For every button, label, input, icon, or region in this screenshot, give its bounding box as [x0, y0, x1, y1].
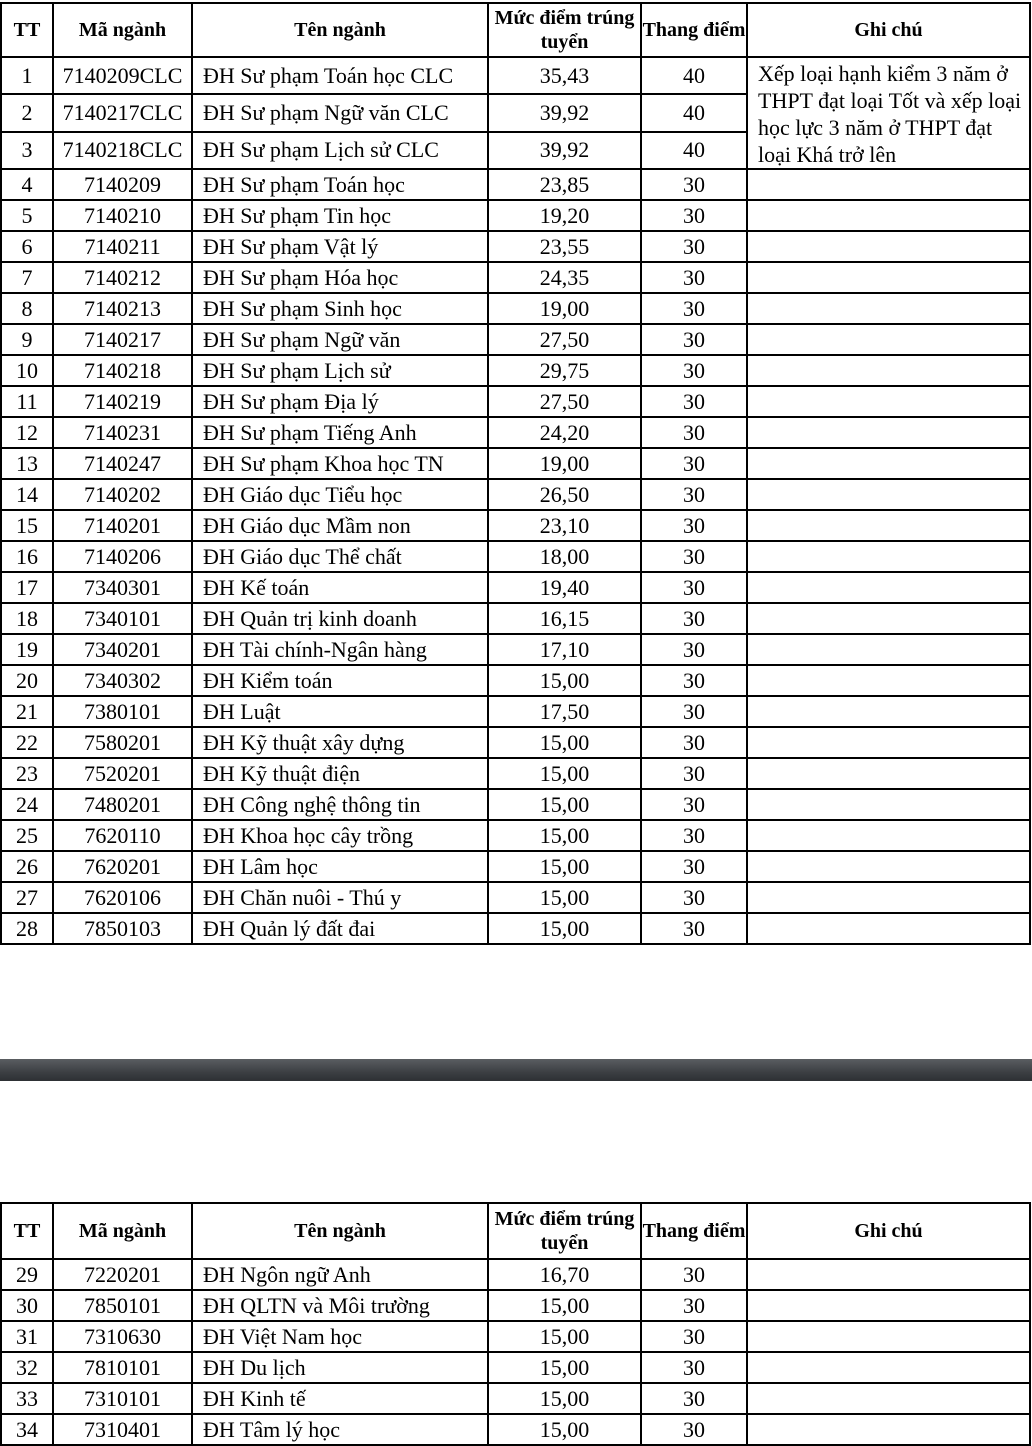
row-code: 7620201 [53, 851, 192, 882]
header-code: Mã ngành [53, 1203, 192, 1259]
row-scale: 30 [641, 386, 747, 417]
row-name: ĐH Luật [192, 696, 488, 727]
row-score: 23,10 [488, 510, 641, 541]
row-name: ĐH Lâm học [192, 851, 488, 882]
row-score: 35,43 [488, 57, 641, 94]
table-row [1, 448, 1030, 479]
header-note: Ghi chú [747, 3, 1030, 57]
row-scale: 30 [641, 1321, 747, 1352]
row-code: 7140206 [53, 541, 192, 572]
row-scale: 30 [641, 417, 747, 448]
row-note [747, 789, 1030, 820]
row-scale: 30 [641, 1290, 747, 1321]
row-name: ĐH Việt Nam học [192, 1321, 488, 1352]
row-code: 7140218 [53, 355, 192, 386]
row-note [747, 820, 1030, 851]
row-name: ĐH Khoa học cây trồng [192, 820, 488, 851]
row-note [747, 1321, 1030, 1352]
table-row [1, 1352, 1030, 1383]
row-code: 7140218CLC [53, 132, 192, 169]
row-score: 15,00 [488, 758, 641, 789]
row-note [747, 1352, 1030, 1383]
row-scale: 40 [641, 57, 747, 94]
row-tt: 16 [1, 541, 53, 572]
row-scale: 30 [641, 696, 747, 727]
row-name: ĐH Quản trị kinh doanh [192, 603, 488, 634]
clc-requirement-note: Xếp loại hạnh kiểm 3 năm ở THPT đạt loại Tốt và xếp loại học lực 3 năm ở THPT đạt loại Khá trở lên [747, 57, 1030, 169]
row-name: ĐH Quản lý đất đai [192, 913, 488, 944]
row-tt: 17 [1, 572, 53, 603]
table-row [1, 603, 1030, 634]
row-tt: 10 [1, 355, 53, 386]
table-row [1, 882, 1030, 913]
row-score: 19,20 [488, 200, 641, 231]
row-tt: 27 [1, 882, 53, 913]
row-note [747, 913, 1030, 944]
row-tt: 30 [1, 1290, 53, 1321]
row-code: 7140212 [53, 262, 192, 293]
row-name: ĐH Chăn nuôi - Thú y [192, 882, 488, 913]
row-code: 7310101 [53, 1383, 192, 1414]
row-score: 15,00 [488, 820, 641, 851]
row-score: 39,92 [488, 132, 641, 169]
row-name: ĐH Kỹ thuật xây dựng [192, 727, 488, 758]
row-name: ĐH Kiểm toán [192, 665, 488, 696]
row-name: ĐH Sư phạm Địa lý [192, 386, 488, 417]
row-code: 7140217CLC [53, 94, 192, 131]
row-score: 15,00 [488, 882, 641, 913]
row-code: 7520201 [53, 758, 192, 789]
table-row [1, 1290, 1030, 1321]
row-score: 24,35 [488, 262, 641, 293]
row-scale: 30 [641, 1352, 747, 1383]
row-name: ĐH Sư phạm Tin học [192, 200, 488, 231]
header-tt: TT [1, 3, 53, 57]
row-tt: 12 [1, 417, 53, 448]
table-row [1, 1383, 1030, 1414]
row-scale: 30 [641, 758, 747, 789]
row-code: 7480201 [53, 789, 192, 820]
row-code: 7850101 [53, 1290, 192, 1321]
row-code: 7620110 [53, 820, 192, 851]
row-name: ĐH Ngôn ngữ Anh [192, 1259, 488, 1290]
table-row [1, 355, 1030, 386]
row-tt: 14 [1, 479, 53, 510]
row-tt: 22 [1, 727, 53, 758]
row-score: 15,00 [488, 1383, 641, 1414]
header-scale: Thang điểm [641, 3, 747, 57]
row-name: ĐH Sư phạm Lịch sử CLC [192, 132, 488, 169]
row-scale: 30 [641, 448, 747, 479]
row-score: 16,15 [488, 603, 641, 634]
row-tt: 29 [1, 1259, 53, 1290]
table-row [1, 479, 1030, 510]
row-scale: 30 [641, 851, 747, 882]
row-note [747, 200, 1030, 231]
row-score: 15,00 [488, 665, 641, 696]
row-code: 7850103 [53, 913, 192, 944]
table-row [1, 262, 1030, 293]
row-note [747, 572, 1030, 603]
row-code: 7310630 [53, 1321, 192, 1352]
row-tt: 7 [1, 262, 53, 293]
row-note [747, 262, 1030, 293]
row-code: 7140217 [53, 324, 192, 355]
row-code: 7310401 [53, 1414, 192, 1445]
row-tt: 21 [1, 696, 53, 727]
row-note [747, 231, 1030, 262]
row-scale: 30 [641, 200, 747, 231]
row-name: ĐH Sư phạm Vật lý [192, 231, 488, 262]
row-score: 15,00 [488, 789, 641, 820]
table-row [1, 789, 1030, 820]
row-tt: 5 [1, 200, 53, 231]
row-tt: 24 [1, 789, 53, 820]
row-scale: 30 [641, 820, 747, 851]
row-tt: 34 [1, 1414, 53, 1445]
header-score: Mức điểm trúng tuyển [488, 1203, 641, 1259]
row-score: 15,00 [488, 1290, 641, 1321]
row-scale: 30 [641, 324, 747, 355]
row-name: ĐH Giáo dục Mầm non [192, 510, 488, 541]
table-row [1, 200, 1030, 231]
row-tt: 6 [1, 231, 53, 262]
row-code: 7140209CLC [53, 57, 192, 94]
row-score: 17,10 [488, 634, 641, 665]
row-code: 7340301 [53, 572, 192, 603]
header-code: Mã ngành [53, 3, 192, 57]
row-scale: 30 [641, 882, 747, 913]
row-note [747, 634, 1030, 665]
row-code: 7580201 [53, 727, 192, 758]
row-note [747, 448, 1030, 479]
row-tt: 19 [1, 634, 53, 665]
row-note [747, 882, 1030, 913]
table-row [1, 634, 1030, 665]
table-row [1, 1259, 1030, 1290]
row-note [747, 851, 1030, 882]
row-tt: 23 [1, 758, 53, 789]
table-1-body [1, 57, 1030, 944]
row-score: 27,50 [488, 324, 641, 355]
row-note [747, 603, 1030, 634]
table-row [1, 386, 1030, 417]
row-score: 27,50 [488, 386, 641, 417]
row-code: 7810101 [53, 1352, 192, 1383]
row-scale: 40 [641, 132, 747, 169]
row-tt: 13 [1, 448, 53, 479]
row-name: ĐH Tâm lý học [192, 1414, 488, 1445]
table-row [1, 1321, 1030, 1352]
header-scale: Thang điểm [641, 1203, 747, 1259]
row-note [747, 1290, 1030, 1321]
row-tt: 20 [1, 665, 53, 696]
row-name: ĐH Sư phạm Hóa học [192, 262, 488, 293]
row-tt: 11 [1, 386, 53, 417]
row-score: 15,00 [488, 727, 641, 758]
row-name: ĐH Sư phạm Toán học [192, 169, 488, 200]
table-row [1, 851, 1030, 882]
table-row [1, 293, 1030, 324]
row-note [747, 293, 1030, 324]
row-name: ĐH Tài chính-Ngân hàng [192, 634, 488, 665]
row-score: 15,00 [488, 851, 641, 882]
row-scale: 30 [641, 727, 747, 758]
table-row [1, 57, 1030, 94]
row-code: 7340201 [53, 634, 192, 665]
row-scale: 30 [641, 231, 747, 262]
row-code: 7140213 [53, 293, 192, 324]
table-2-body [1, 1259, 1030, 1445]
row-code: 7140247 [53, 448, 192, 479]
row-scale: 30 [641, 1383, 747, 1414]
row-code: 7140231 [53, 417, 192, 448]
row-scale: 30 [641, 479, 747, 510]
row-scale: 30 [641, 262, 747, 293]
table-row [1, 169, 1030, 200]
row-note [747, 479, 1030, 510]
row-score: 15,00 [488, 913, 641, 944]
row-note [747, 541, 1030, 572]
row-name: ĐH Sư phạm Ngữ văn CLC [192, 94, 488, 131]
row-score: 15,00 [488, 1352, 641, 1383]
row-scale: 30 [641, 603, 747, 634]
row-tt: 32 [1, 1352, 53, 1383]
row-note [747, 727, 1030, 758]
row-code: 7140209 [53, 169, 192, 200]
header-name: Tên ngành [192, 3, 488, 57]
table-header-row [1, 3, 1030, 57]
row-tt: 33 [1, 1383, 53, 1414]
table-row [1, 541, 1030, 572]
row-name: ĐH Sư phạm Tiếng Anh [192, 417, 488, 448]
admission-score-table-2 [0, 1202, 1031, 1446]
row-tt: 15 [1, 510, 53, 541]
row-score: 15,00 [488, 1414, 641, 1445]
row-name: ĐH Sư phạm Toán học CLC [192, 57, 488, 94]
row-scale: 40 [641, 94, 747, 131]
row-tt: 31 [1, 1321, 53, 1352]
row-scale: 30 [641, 789, 747, 820]
row-note [747, 1259, 1030, 1290]
row-name: ĐH Kinh tế [192, 1383, 488, 1414]
row-code: 7340101 [53, 603, 192, 634]
row-name: ĐH Kế toán [192, 572, 488, 603]
row-code: 7140202 [53, 479, 192, 510]
row-scale: 30 [641, 293, 747, 324]
row-scale: 30 [641, 541, 747, 572]
row-name: ĐH Du lịch [192, 1352, 488, 1383]
table-row [1, 727, 1030, 758]
header-note: Ghi chú [747, 1203, 1030, 1259]
table-row [1, 231, 1030, 262]
row-code: 7620106 [53, 882, 192, 913]
row-note [747, 1383, 1030, 1414]
row-score: 15,00 [488, 1321, 641, 1352]
row-scale: 30 [641, 510, 747, 541]
row-name: ĐH Sư phạm Sinh học [192, 293, 488, 324]
row-note [747, 1414, 1030, 1445]
row-scale: 30 [641, 634, 747, 665]
row-score: 19,00 [488, 448, 641, 479]
row-scale: 30 [641, 1414, 747, 1445]
row-tt: 25 [1, 820, 53, 851]
row-code: 7220201 [53, 1259, 192, 1290]
row-tt: 28 [1, 913, 53, 944]
row-score: 23,55 [488, 231, 641, 262]
row-score: 23,85 [488, 169, 641, 200]
row-tt: 3 [1, 132, 53, 169]
row-score: 39,92 [488, 94, 641, 131]
row-name: ĐH Sư phạm Khoa học TN [192, 448, 488, 479]
row-note [747, 696, 1030, 727]
row-note [747, 665, 1030, 696]
row-note [747, 758, 1030, 789]
row-tt: 26 [1, 851, 53, 882]
table-row [1, 665, 1030, 696]
row-code: 7140210 [53, 200, 192, 231]
table-row [1, 913, 1030, 944]
table-row [1, 324, 1030, 355]
table-row [1, 696, 1030, 727]
row-score: 19,40 [488, 572, 641, 603]
row-code: 7140211 [53, 231, 192, 262]
row-tt: 8 [1, 293, 53, 324]
row-code: 7140219 [53, 386, 192, 417]
row-name: ĐH Giáo dục Tiểu học [192, 479, 488, 510]
table-header-row [1, 1203, 1030, 1259]
table-row [1, 510, 1030, 541]
row-note [747, 386, 1030, 417]
row-tt: 1 [1, 57, 53, 94]
row-scale: 30 [641, 913, 747, 944]
row-scale: 30 [641, 169, 747, 200]
row-scale: 30 [641, 1259, 747, 1290]
row-score: 26,50 [488, 479, 641, 510]
row-score: 16,70 [488, 1259, 641, 1290]
row-note [747, 324, 1030, 355]
row-name: ĐH Kỹ thuật điện [192, 758, 488, 789]
page-divider [0, 1059, 1032, 1081]
row-tt: 2 [1, 94, 53, 131]
row-code: 7140201 [53, 510, 192, 541]
row-name: ĐH Sư phạm Lịch sử [192, 355, 488, 386]
table-row [1, 820, 1030, 851]
row-score: 29,75 [488, 355, 641, 386]
row-note [747, 510, 1030, 541]
row-code: 7340302 [53, 665, 192, 696]
table-row [1, 1414, 1030, 1445]
row-tt: 9 [1, 324, 53, 355]
row-name: ĐH Công nghệ thông tin [192, 789, 488, 820]
row-name: ĐH Sư phạm Ngữ văn [192, 324, 488, 355]
row-score: 18,00 [488, 541, 641, 572]
table-row [1, 758, 1030, 789]
row-tt: 4 [1, 169, 53, 200]
table-row [1, 572, 1030, 603]
row-score: 19,00 [488, 293, 641, 324]
row-score: 24,20 [488, 417, 641, 448]
row-note [747, 169, 1030, 200]
row-note [747, 355, 1030, 386]
row-name: ĐH Giáo dục Thể chất [192, 541, 488, 572]
row-score: 17,50 [488, 696, 641, 727]
header-score: Mức điểm trúng tuyển [488, 3, 641, 57]
row-scale: 30 [641, 355, 747, 386]
row-scale: 30 [641, 572, 747, 603]
admission-score-table-1 [0, 2, 1031, 945]
row-name: ĐH QLTN và Môi trường [192, 1290, 488, 1321]
row-note [747, 417, 1030, 448]
header-name: Tên ngành [192, 1203, 488, 1259]
header-tt: TT [1, 1203, 53, 1259]
row-tt: 18 [1, 603, 53, 634]
table-row [1, 417, 1030, 448]
row-scale: 30 [641, 665, 747, 696]
row-code: 7380101 [53, 696, 192, 727]
